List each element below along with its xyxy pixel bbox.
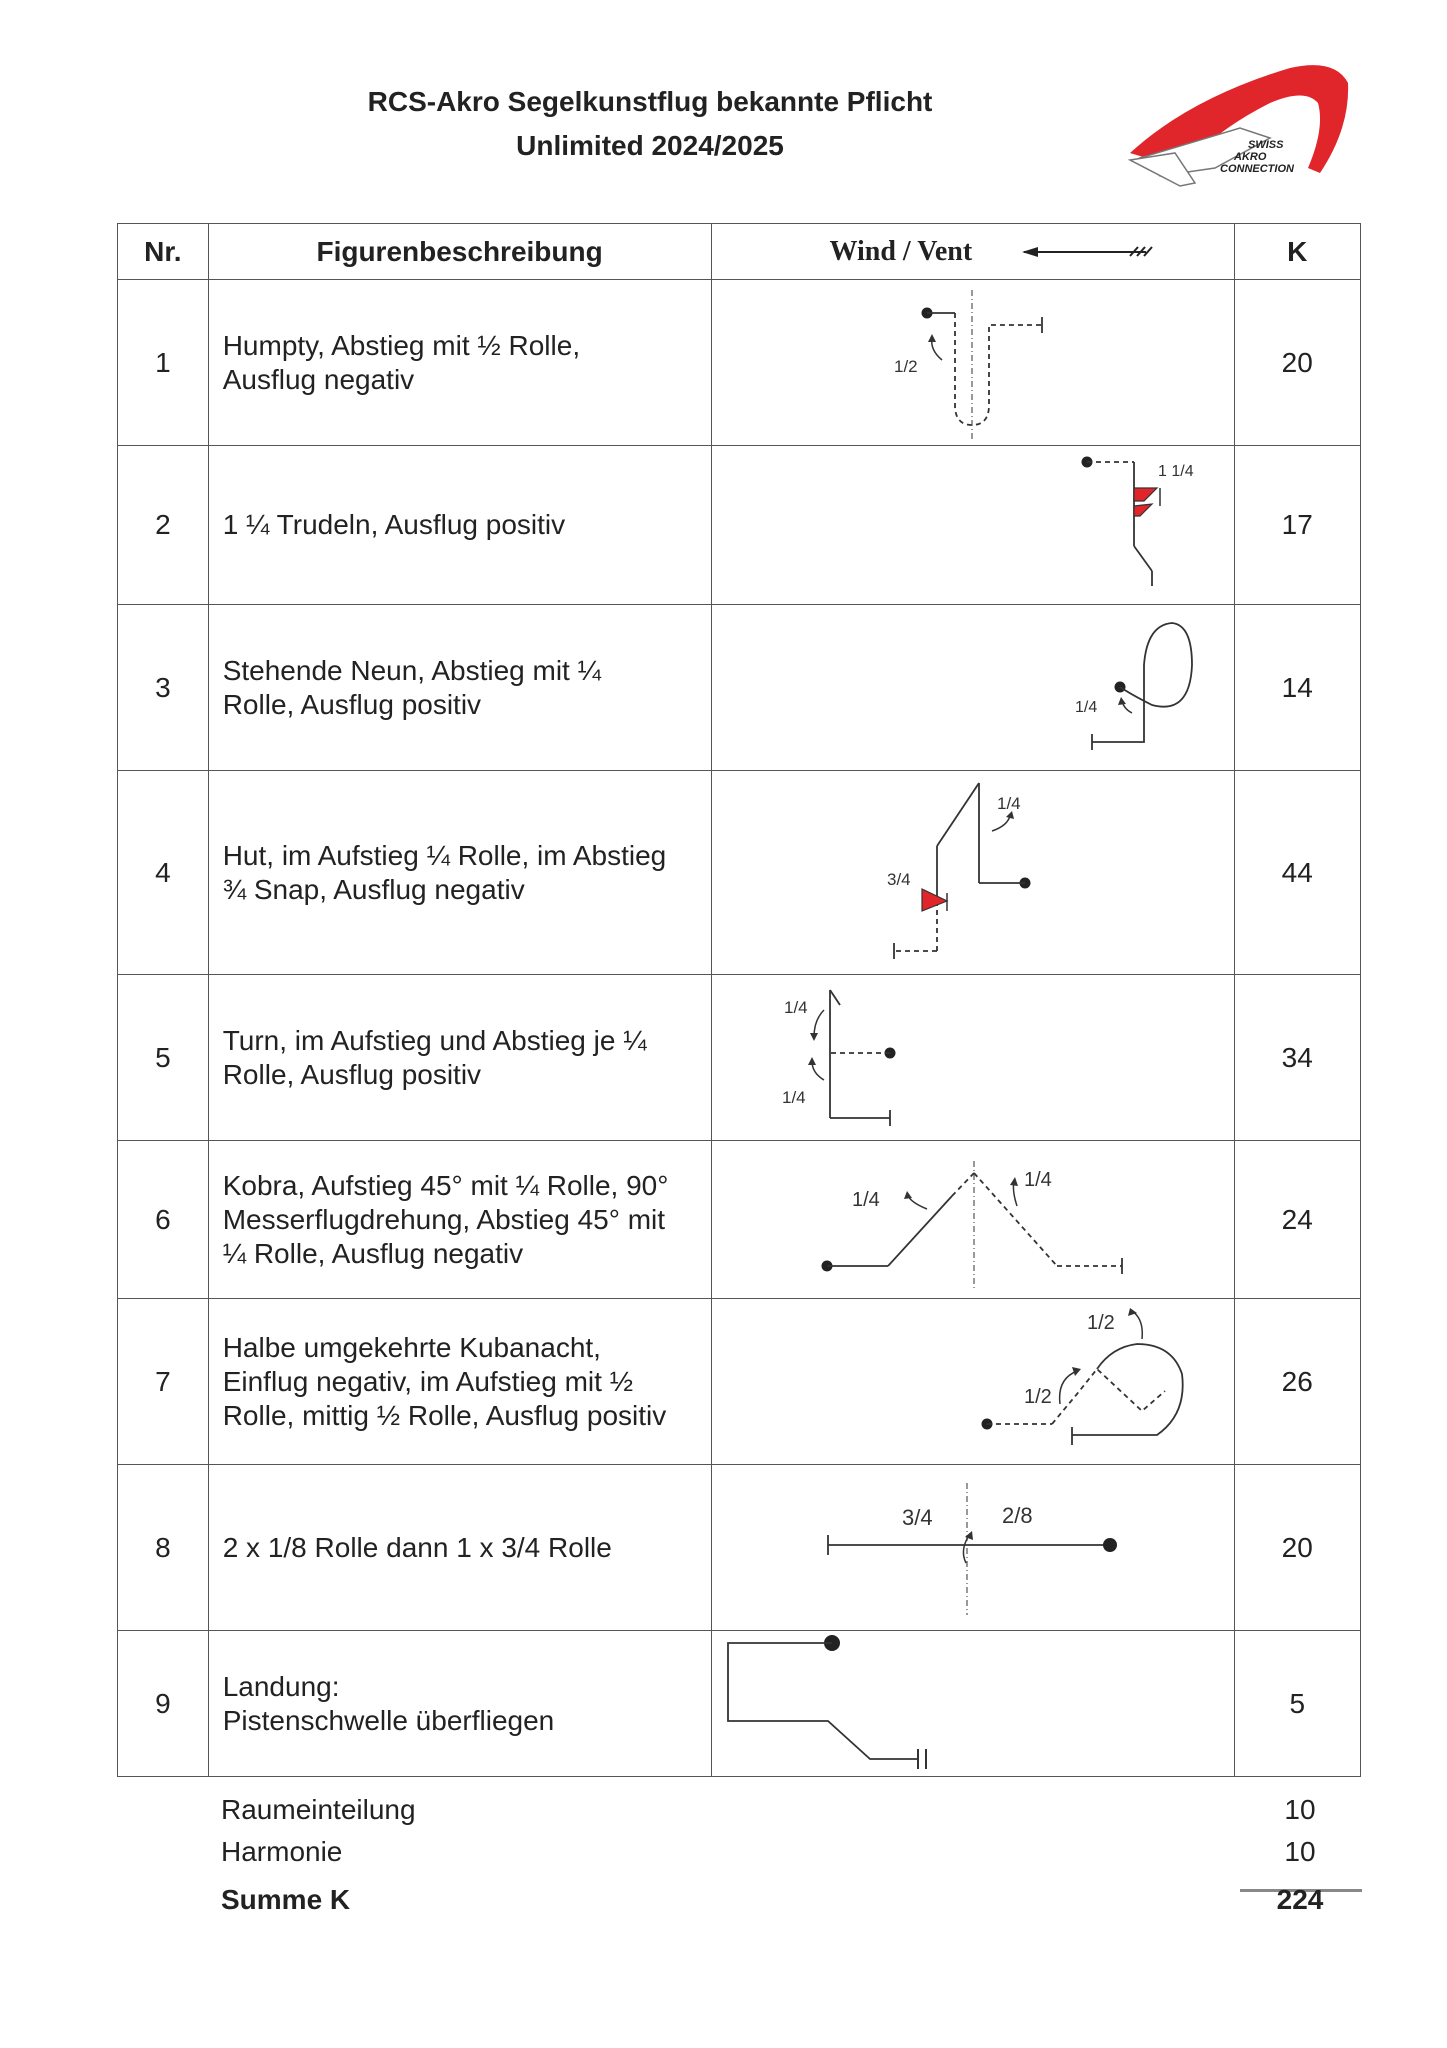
spin-label: 1 1/4 xyxy=(1157,463,1194,480)
snap-label: 3/4 xyxy=(886,870,911,889)
desc-line: Turn, im Aufstieg und Abstieg je ¼ xyxy=(222,1024,647,1056)
desc-line: Hut, im Aufstieg ¼ Rolle, im Abstieg xyxy=(222,839,667,871)
row-description xyxy=(208,771,711,975)
turn-figure xyxy=(712,975,1234,1140)
swiss-akro-connection-logo xyxy=(1120,58,1360,208)
summe-k-value: 224 xyxy=(1276,1884,1324,1915)
table-row xyxy=(118,605,1361,771)
row-description xyxy=(208,1631,711,1777)
row-k: 26 xyxy=(1234,1299,1361,1465)
roll-label: 1/2 xyxy=(1023,1386,1052,1408)
desc-line: Einflug negativ, im Aufstieg mit ½ xyxy=(222,1365,634,1397)
desc-line: Kobra, Aufstieg 45° mit ¼ Rolle, 90° xyxy=(222,1169,669,1201)
header-nr: Nr. xyxy=(118,224,209,280)
logo-text-connection: CONNECTION xyxy=(1220,163,1294,175)
figure-diagram xyxy=(711,1299,1234,1465)
figure-diagram xyxy=(711,1631,1234,1777)
row-description xyxy=(208,280,711,446)
landing-figure xyxy=(712,1631,1234,1776)
figure-diagram xyxy=(711,975,1234,1141)
desc-line: Halbe umgekehrte Kubanacht, xyxy=(222,1331,601,1363)
table-row xyxy=(118,771,1361,975)
row-description xyxy=(208,1141,711,1299)
table-row xyxy=(118,446,1361,605)
logo-text-akro: AKRO xyxy=(1234,151,1267,163)
desc-line: Messerflugdrehung, Abstieg 45° mit xyxy=(222,1203,666,1235)
table-row xyxy=(118,1465,1361,1631)
roll-label: 1/4 xyxy=(996,794,1021,813)
kubanacht-figure xyxy=(712,1299,1234,1464)
row-k: 20 xyxy=(1234,280,1361,446)
row-nr: 4 xyxy=(118,771,209,975)
roll-label: 1/4 xyxy=(1023,1169,1052,1191)
roll-figure xyxy=(712,1465,1234,1630)
desc-line: Rolle, Ausflug positiv xyxy=(222,688,482,720)
figure-diagram xyxy=(711,446,1234,605)
desc-line: Rolle, Ausflug positiv xyxy=(222,1058,482,1090)
spin-figure xyxy=(712,446,1234,604)
row-nr: 7 xyxy=(118,1299,209,1465)
row-nr: 1 xyxy=(118,280,209,446)
table-row xyxy=(118,280,1361,446)
raumeinteilung-label: Raumeinteilung xyxy=(221,1794,416,1825)
row-k: 5 xyxy=(1234,1631,1361,1777)
raumeinteilung-k: 10 xyxy=(1284,1794,1316,1825)
row-description xyxy=(208,1465,711,1631)
kobra-figure xyxy=(712,1141,1234,1298)
desc-line: ¼ Rolle, Ausflug negativ xyxy=(222,1237,524,1269)
summe-k-label: Summe K xyxy=(221,1884,351,1915)
roll-label: 1/4 xyxy=(851,1189,880,1211)
roll-label: 1/4 xyxy=(781,1088,806,1107)
roll-label: 1/4 xyxy=(1074,699,1097,716)
desc-line: Stehende Neun, Abstieg mit ¼ xyxy=(222,654,601,686)
logo-text-swiss: SWISS xyxy=(1248,139,1284,151)
row-description xyxy=(208,446,711,605)
desc-line: 1 ¼ Trudeln, Ausflug positiv xyxy=(222,509,566,540)
row-k: 17 xyxy=(1234,446,1361,605)
document-subtitle: Unlimited 2024/2025 xyxy=(516,130,784,161)
figure-diagram xyxy=(711,1141,1234,1299)
desc-line: Pistenschwelle überfliegen xyxy=(222,1704,555,1736)
header-k: K xyxy=(1234,224,1361,280)
figure-diagram xyxy=(711,1465,1234,1631)
table-header-row xyxy=(118,224,1361,280)
row-k: 24 xyxy=(1234,1141,1361,1299)
roll-label: 2/8 xyxy=(1001,1503,1033,1528)
hut-figure xyxy=(712,771,1234,974)
stehende-neun-figure xyxy=(712,605,1234,770)
table-row xyxy=(118,1299,1361,1465)
table-row xyxy=(118,1631,1361,1777)
row-nr: 6 xyxy=(118,1141,209,1299)
row-description xyxy=(208,975,711,1141)
figure-table xyxy=(117,223,1361,1777)
figure-diagram xyxy=(711,771,1234,975)
desc-line: Ausflug negativ xyxy=(222,363,415,395)
humpty-figure xyxy=(712,280,1234,445)
document-title: RCS-Akro Segelkunstflug bekannte Pflicht xyxy=(367,86,933,117)
row-nr: 3 xyxy=(118,605,209,771)
table-row xyxy=(118,975,1361,1141)
row-k: 44 xyxy=(1234,771,1361,975)
desc-line: ¾ Snap, Ausflug negativ xyxy=(222,873,525,905)
row-nr: 8 xyxy=(118,1465,209,1631)
row-nr: 5 xyxy=(118,975,209,1141)
wind-label: Wind / Vent xyxy=(829,235,973,267)
row-nr: 9 xyxy=(118,1631,209,1777)
desc-line: Rolle, mittig ½ Rolle, Ausflug positiv xyxy=(222,1399,667,1431)
desc-line: Humpty, Abstieg mit ½ Rolle, xyxy=(222,329,581,361)
desc-line: 2 x 1/8 Rolle dann 1 x 3/4 Rolle xyxy=(222,1531,612,1563)
row-description xyxy=(208,1299,711,1465)
roll-label: 3/4 xyxy=(901,1505,933,1530)
wind-arrow-icon xyxy=(1018,242,1158,262)
roll-label: 1/2 xyxy=(1086,1312,1115,1334)
row-k: 14 xyxy=(1234,605,1361,771)
row-nr: 2 xyxy=(118,446,209,605)
header-wind xyxy=(711,224,1234,280)
desc-line: Landung: xyxy=(222,1670,340,1702)
harmonie-k: 10 xyxy=(1284,1836,1316,1867)
harmonie-label: Harmonie xyxy=(221,1836,343,1867)
figure-diagram xyxy=(711,280,1234,446)
row-k: 20 xyxy=(1234,1465,1361,1631)
table-row xyxy=(118,1141,1361,1299)
roll-label: 1/2 xyxy=(893,357,918,376)
header-figure-description: Figurenbeschreibung xyxy=(208,224,711,280)
figure-diagram xyxy=(711,605,1234,771)
row-description xyxy=(208,605,711,771)
roll-label: 1/4 xyxy=(783,998,808,1017)
row-k: 34 xyxy=(1234,975,1361,1141)
